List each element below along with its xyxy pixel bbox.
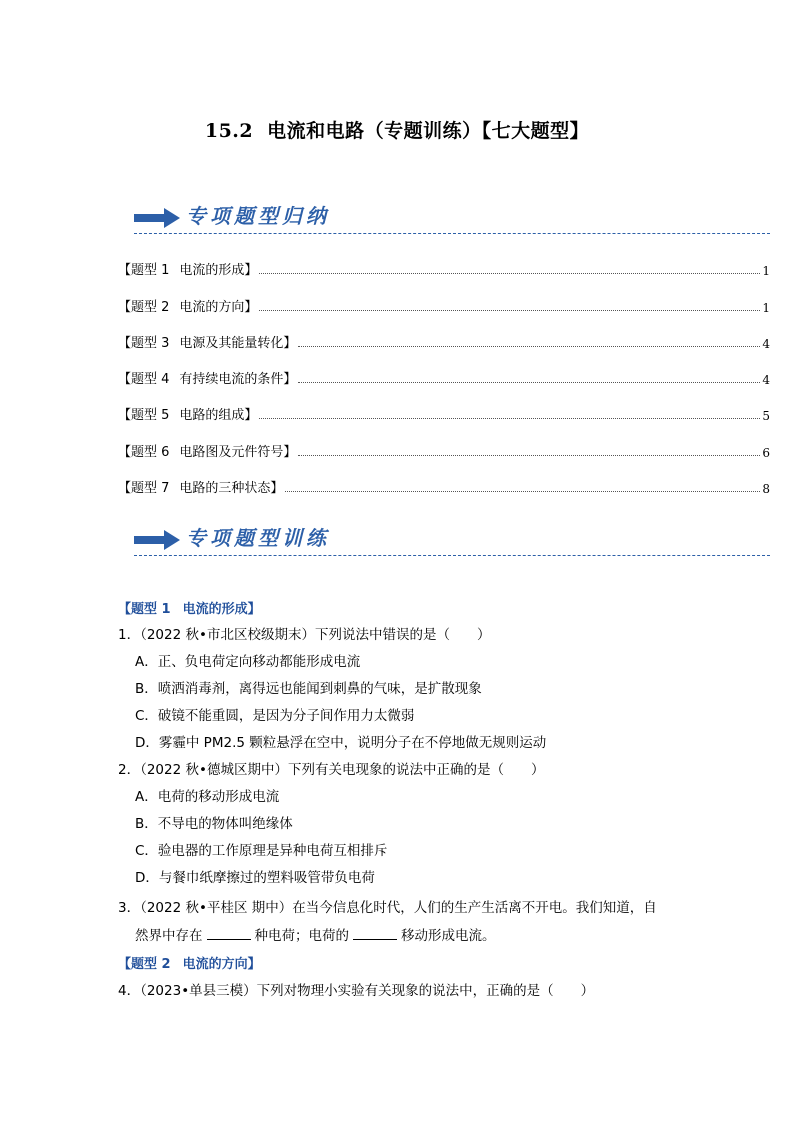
toc-leader [259,310,760,311]
toc-index: 【题型 4 [118,372,170,387]
toc-item-5[interactable] [118,405,770,423]
toc-item-2[interactable] [118,297,770,315]
toc-item-4[interactable] [118,369,770,387]
question-4-stem: 4．（2023•单县三模）下列对物理小实验有关现象的说法中，正确的是（ ） [118,983,595,999]
toc-label: 电路的组成】 [179,408,258,423]
toc-page: 6 [762,446,770,460]
toc-label: 电路的三种状态】 [179,481,284,496]
question-3-line-1: 3．（2022 秋•平桂区 期中）在当今信息化时代，人们的生产生活离不开电。我们知道，自 [118,900,657,916]
toc-label: 电流的方向】 [179,300,258,315]
toc-label: 电源及其能量转化】 [179,336,297,351]
toc-page: 5 [762,409,770,423]
question-1-option-a: A．正、负电荷定向移动都能形成电流 [135,654,361,670]
toc-label: 有持续电流的条件】 [179,372,297,387]
banner-summary-text: 专项题型归纳 [186,204,330,228]
toc-leader [285,491,760,492]
toc-label: 电流的形成】 [179,263,258,278]
toc-index: 【题型 5 [118,408,170,423]
question-2-option-c: C．验电器的工作原理是异种电荷互相排斥 [135,843,388,859]
banner-rule [134,233,770,234]
toc-item-1[interactable] [118,260,770,278]
toc-index: 【题型 7 [118,481,170,496]
toc-index: 【题型 2 [118,300,170,315]
question-2-option-d: D．与餐巾纸摩擦过的塑料吸管带负电荷 [135,870,375,886]
arrow-right-icon [134,208,180,228]
question-1-option-b: B．喷洒消毒剂，离得远也能闻到刺鼻的气味，是扩散现象 [135,681,482,697]
banner-rule [134,555,770,556]
toc-page: 1 [762,264,770,278]
title-number: 15.2 [204,120,254,142]
toc-index: 【题型 6 [118,445,170,460]
section-heading-1: 【题型 1 电流的形成】 [118,602,261,617]
answer-blank[interactable] [353,925,397,940]
title-text: 电流和电路（专题训练）【七大题型】 [267,120,590,142]
toc-label: 电路图及元件符号】 [179,445,297,460]
toc-leader [259,418,760,419]
toc-page: 4 [762,373,770,387]
answer-blank[interactable] [207,925,251,940]
page-title [0,116,794,143]
question-2-option-b: B．不导电的物体叫绝缘体 [135,816,293,832]
question-1-stem: 1．（2022 秋•市北区校级期末）下列说法中错误的是（ ） [118,627,491,643]
toc-leader [259,273,760,274]
toc-item-6[interactable] [118,442,770,460]
banner-training-text: 专项题型训练 [186,526,330,550]
section-heading-2: 【题型 2 电流的方向】 [118,957,261,972]
question-2-option-a: A．电荷的移动形成电流 [135,789,280,805]
question-1-option-c: C．破镜不能重圆，是因为分子间作用力太微弱 [135,708,415,724]
toc-page: 8 [762,482,770,496]
toc-page: 4 [762,337,770,351]
toc-index: 【题型 1 [118,263,170,278]
question-1-option-d: D．雾霾中 PM2.5 颗粒悬浮在空中，说明分子在不停地做无规则运动 [135,735,547,751]
banner-summary [134,200,770,236]
question-2-stem: 2．（2022 秋•德城区期中）下列有关电现象的说法中正确的是（ ） [118,762,545,778]
arrow-right-icon [134,530,180,550]
toc-leader [298,382,760,383]
banner-training [134,522,770,558]
toc-index: 【题型 3 [118,336,170,351]
toc-page: 1 [762,301,770,315]
question-3-line-2: 然界中存在 种电荷；电荷的 移动形成电流。 [135,925,775,946]
toc-item-7[interactable] [118,478,770,496]
toc-item-3[interactable] [118,333,770,351]
toc-leader [298,346,760,347]
toc-leader [298,455,760,456]
